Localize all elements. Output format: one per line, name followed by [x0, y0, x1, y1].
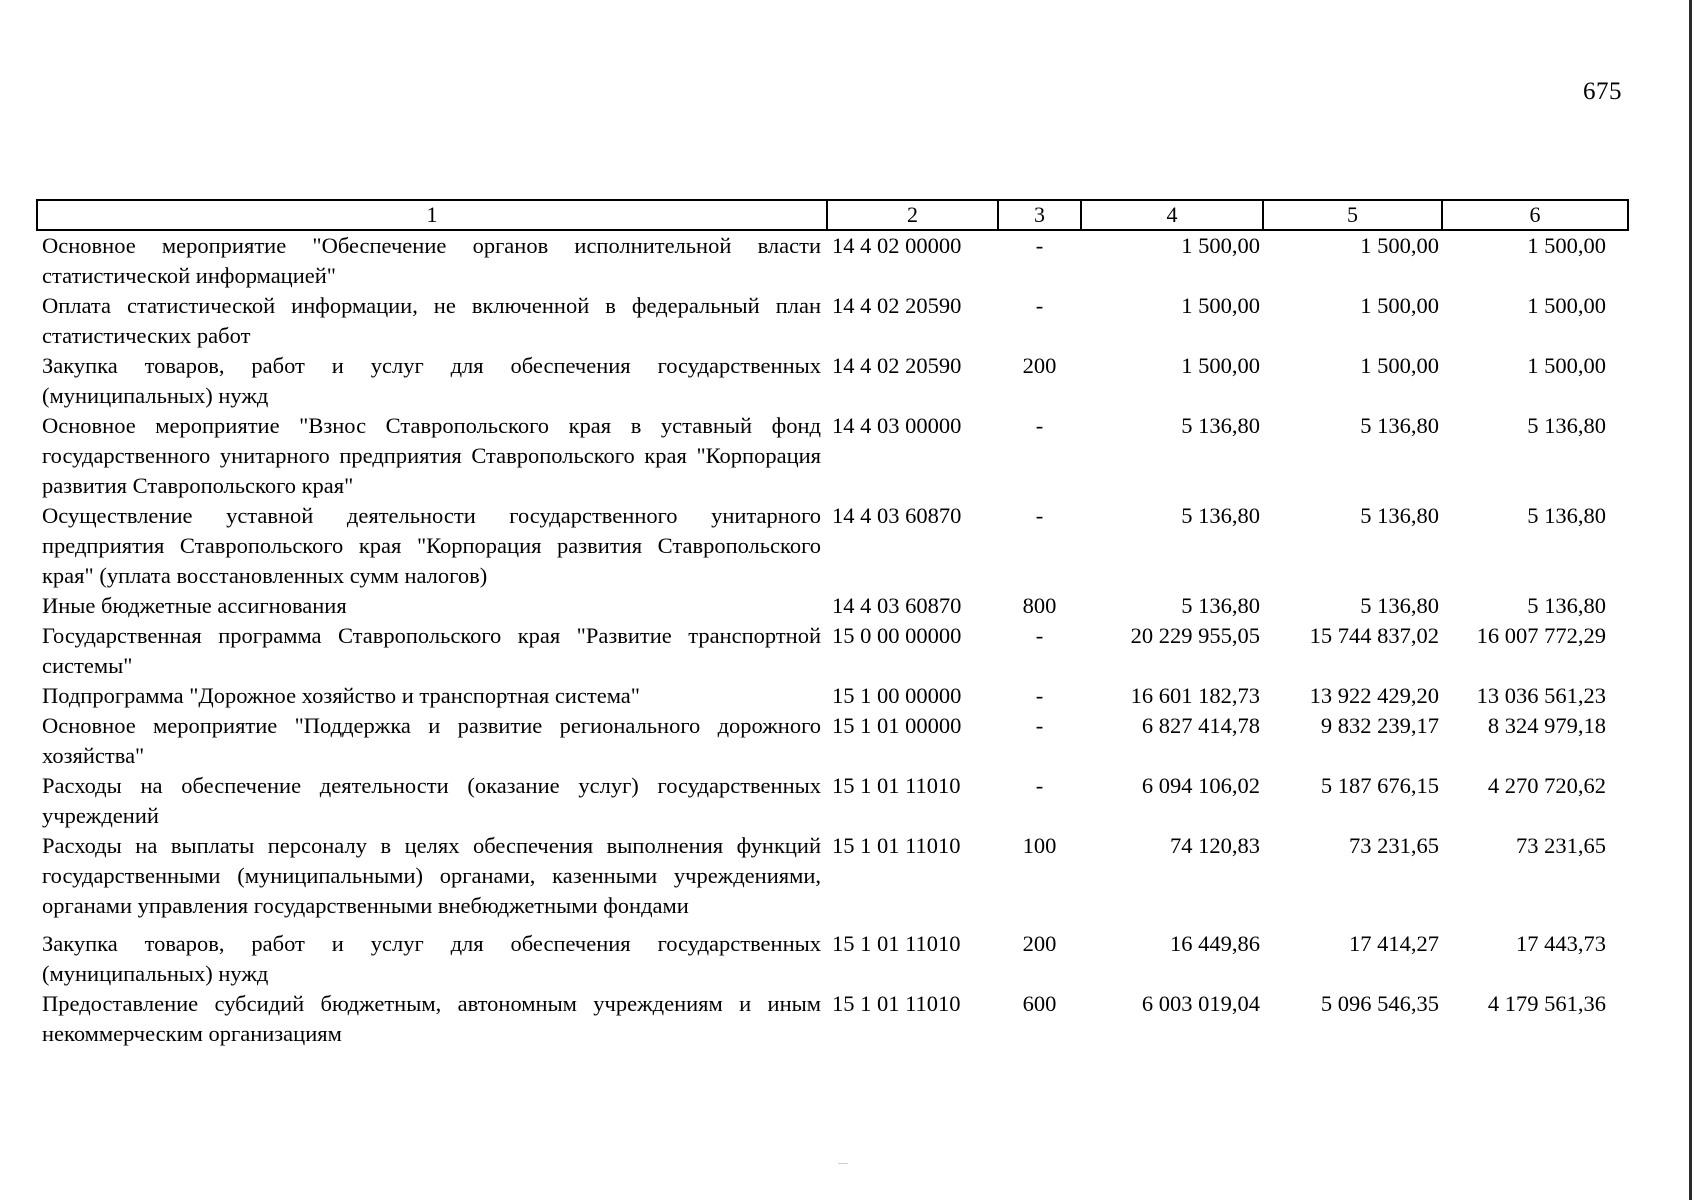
row-expense-type: - [1035, 773, 1044, 798]
row-value-col5: 73 231,65 [1349, 833, 1439, 858]
row-code: 14 4 02 20590 [832, 353, 962, 378]
row-value-col6: 5 136,80 [1527, 413, 1606, 438]
row-value-col5: 17 414,27 [1349, 931, 1439, 956]
row-name: Закупка товаров, работ и услуг для обеспечения государственных (муниципальных) нужд [42, 353, 821, 408]
row-value-col4: 16 601 182,73 [1130, 683, 1260, 708]
row-expense-type: 800 [1022, 593, 1057, 618]
row-expense-type: - [1035, 623, 1044, 648]
row-value-col5: 9 832 239,17 [1320, 713, 1439, 738]
row-value-col6: 16 007 772,29 [1476, 623, 1606, 648]
row-value-col4: 5 136,80 [1181, 593, 1260, 618]
row-value-col5: 5 187 676,15 [1320, 773, 1439, 798]
row-value-col6: 8 324 979,18 [1487, 713, 1606, 738]
table-row [37, 411, 1628, 501]
row-name: Предоставление субсидий бюджетным, автономным учреждениям и иным некоммерческим организациям [42, 991, 821, 1046]
row-value-col6: 1 500,00 [1527, 233, 1606, 258]
row-expense-type: - [1035, 233, 1044, 258]
table-row [37, 831, 1628, 921]
row-value-col6: 5 136,80 [1527, 503, 1606, 528]
row-expense-type: 200 [1022, 353, 1057, 378]
header-col-4: 4 [1081, 200, 1263, 230]
row-value-col4: 6 094 106,02 [1141, 773, 1260, 798]
row-value-col5: 13 922 429,20 [1309, 683, 1439, 708]
header-row [37, 200, 1628, 230]
budget-table [36, 199, 1629, 1049]
row-value-col5: 5 096 546,35 [1320, 991, 1439, 1016]
row-value-col5: 5 136,80 [1360, 413, 1439, 438]
row-expense-type: - [1035, 713, 1044, 738]
row-value-col6: 17 443,73 [1516, 931, 1606, 956]
row-code: 15 1 01 11010 [832, 773, 961, 798]
table-row [37, 291, 1628, 351]
row-code: 14 4 02 00000 [832, 233, 962, 258]
row-code: 14 4 03 60870 [832, 593, 962, 618]
row-value-col4: 6 827 414,78 [1141, 713, 1260, 738]
row-name: Основное мероприятие "Взнос Ставропольского края в уставный фонд государственного унитарного предприятия Ставропольского края "Корпорация развития Ставропольского края" [42, 413, 821, 498]
row-name: Иные бюджетные ассигнования [42, 593, 347, 618]
table-row [37, 711, 1628, 771]
header-col-5: 5 [1263, 200, 1442, 230]
row-value-col6: 1 500,00 [1527, 293, 1606, 318]
table-row [37, 230, 1628, 291]
row-value-col5: 1 500,00 [1360, 233, 1439, 258]
row-expense-type: - [1035, 413, 1044, 438]
row-expense-type: 600 [1022, 991, 1057, 1016]
row-value-col6: 5 136,80 [1527, 593, 1606, 618]
row-expense-type: 100 [1022, 833, 1057, 858]
row-name: Основное мероприятие "Поддержка и развитие регионального дорожного хозяйства" [42, 713, 821, 768]
row-value-col4: 6 003 019,04 [1141, 991, 1260, 1016]
row-name: Подпрограмма "Дорожное хозяйство и транспортная система" [42, 683, 640, 708]
row-code: 15 1 01 11010 [832, 991, 961, 1016]
scan-artifact [838, 1163, 848, 1164]
row-value-col4: 5 136,80 [1181, 503, 1260, 528]
row-value-col5: 1 500,00 [1360, 353, 1439, 378]
row-value-col4: 1 500,00 [1181, 233, 1260, 258]
row-value-col4: 74 120,83 [1170, 833, 1260, 858]
table-row [37, 591, 1628, 621]
row-expense-type: - [1035, 683, 1044, 708]
table-row [37, 771, 1628, 831]
row-name: Оплата статистической информации, не включенной в федеральный план статистических работ [42, 293, 821, 348]
row-name: Осуществление уставной деятельности государственного унитарного предприятия Ставропольского края "Корпорация развития Ставропольского края" (уплата восстановленных сумм налогов) [42, 503, 821, 588]
row-code: 14 4 02 20590 [832, 293, 962, 318]
header-col-6: 6 [1442, 200, 1628, 230]
row-code: 15 0 00 00000 [832, 623, 962, 648]
row-value-col5: 5 136,80 [1360, 593, 1439, 618]
row-value-col4: 1 500,00 [1181, 293, 1260, 318]
row-name: Расходы на обеспечение деятельности (оказание услуг) государственных учреждений [42, 773, 821, 828]
table-row [37, 621, 1628, 681]
row-value-col6: 4 270 720,62 [1487, 773, 1606, 798]
table-body [37, 230, 1628, 1049]
row-value-col6: 4 179 561,36 [1487, 991, 1606, 1016]
table-header [37, 200, 1628, 230]
row-code: 15 1 01 11010 [832, 931, 961, 956]
row-value-col5: 5 136,80 [1360, 503, 1439, 528]
row-value-col5: 15 744 837,02 [1309, 623, 1439, 648]
row-value-col6: 13 036 561,23 [1476, 683, 1606, 708]
row-expense-type: - [1035, 293, 1044, 318]
row-value-col4: 1 500,00 [1181, 353, 1260, 378]
table-row [37, 921, 1628, 989]
table-row [37, 501, 1628, 591]
page-number: 675 [1583, 78, 1622, 105]
row-name: Основное мероприятие "Обеспечение органов исполнительной власти статистической информацией" [42, 233, 821, 288]
table-row [37, 989, 1628, 1049]
row-value-col6: 1 500,00 [1527, 353, 1606, 378]
row-value-col4: 5 136,80 [1181, 413, 1260, 438]
row-value-col5: 1 500,00 [1360, 293, 1439, 318]
header-col-1: 1 [37, 200, 827, 230]
row-code: 14 4 03 00000 [832, 413, 962, 438]
row-code: 15 1 01 11010 [832, 833, 961, 858]
header-col-3: 3 [998, 200, 1081, 230]
row-value-col4: 16 449,86 [1170, 931, 1260, 956]
row-code: 15 1 01 00000 [832, 713, 962, 738]
row-name: Расходы на выплаты персоналу в целях обеспечения выполнения функций государственными (муниципальными) органами, казенными учреждениями, органами управления государственными внебюджетными фондами [42, 833, 821, 918]
row-name: Закупка товаров, работ и услуг для обеспечения государственных (муниципальных) нужд [42, 931, 821, 986]
row-expense-type: 200 [1022, 931, 1057, 956]
row-code: 15 1 00 00000 [832, 683, 962, 708]
row-value-col6: 73 231,65 [1516, 833, 1606, 858]
header-col-2: 2 [827, 200, 998, 230]
table-row [37, 351, 1628, 411]
table-row [37, 681, 1628, 711]
row-value-col4: 20 229 955,05 [1130, 623, 1260, 648]
row-expense-type: - [1035, 503, 1044, 528]
scan-edge-line [1689, 0, 1692, 1200]
row-code: 14 4 03 60870 [832, 503, 962, 528]
row-name: Государственная программа Ставропольского края "Развитие транспортной системы" [42, 623, 821, 678]
